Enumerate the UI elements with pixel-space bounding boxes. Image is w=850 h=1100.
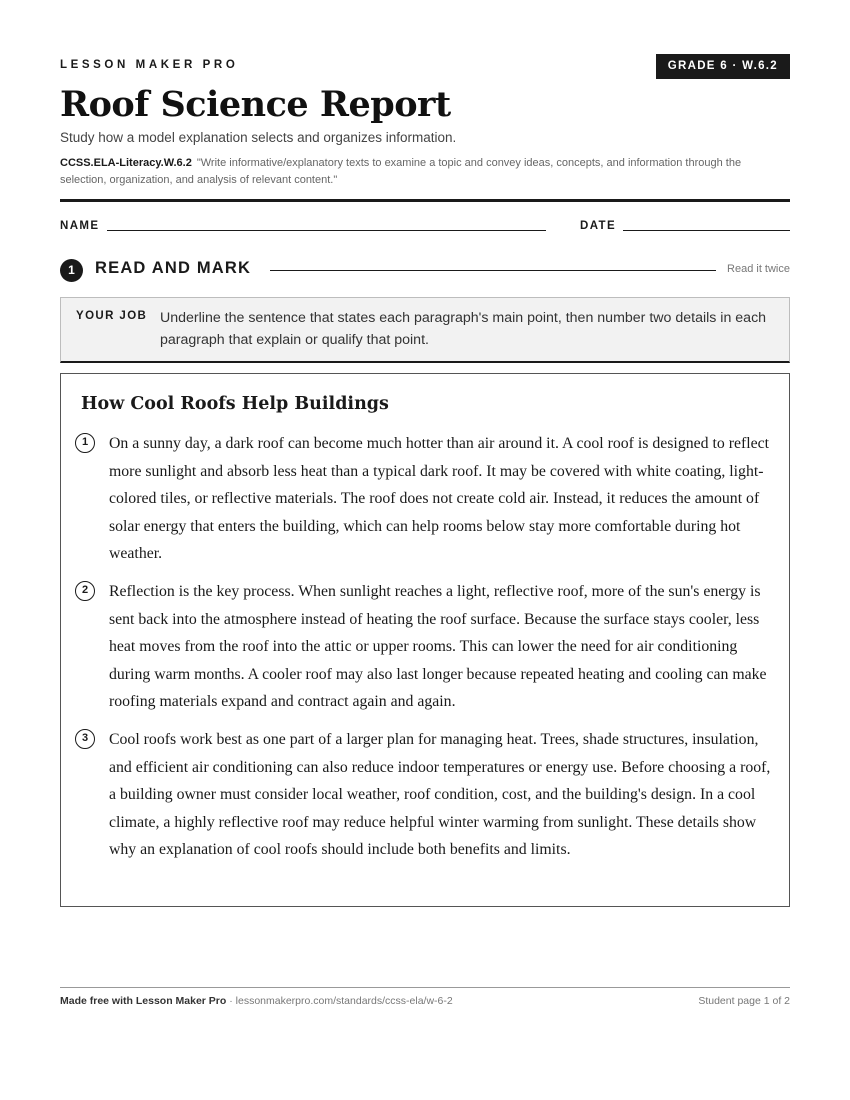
- section-note: Read it twice: [727, 263, 790, 275]
- footer-url[interactable]: · lessonmakerpro.com/standards/ccss-ela/w-6-2: [226, 995, 453, 1007]
- paragraph-number-badge: 2: [75, 581, 95, 601]
- passage-title: How Cool Roofs Help Buildings: [81, 394, 389, 414]
- paragraph-text: Reflection is the key process. When sunlight reaches a light, reflective roof, more of the sun's energy is sent back into the atmosphere instead of heating the roof surface. Because the surface stays cooler, less heat moves from the roof into the attic or upper rooms. This can lower the need for air conditioning during warm months. A cooler roof may also last longer because repeated heating and cooling can make roofing materials expand and contract again and again.: [109, 583, 767, 711]
- paragraph-text: On a sunny day, a dark roof can become much hotter than air around it. A cool roof is designed to reflect more sunlight and absorb less heat than a typical dark roof. It may be covered with white coating, light-colored tiles, or reflective materials. The roof does not create cold air. Instead, it reduces the amount of solar energy that enters the building, which can help rooms below stay more comfortable during hot weather.: [109, 435, 770, 563]
- footer-divider: [60, 987, 790, 988]
- paragraph-number-badge: 3: [75, 729, 95, 749]
- section-number-badge: 1: [60, 259, 83, 282]
- name-label: NAME: [60, 220, 100, 232]
- section-divider: [270, 270, 716, 271]
- standard-code: CCSS.ELA-Literacy.W.6.2: [60, 157, 192, 169]
- standard-description: [60, 155, 790, 189]
- section-title: READ AND MARK: [95, 259, 252, 277]
- page-title: Roof Science Report: [60, 84, 451, 125]
- footer-credit: [60, 995, 453, 1007]
- brand-name: LESSON MAKER PRO: [60, 59, 239, 71]
- date-field[interactable]: [623, 230, 790, 231]
- reading-passage: [60, 373, 790, 907]
- standard-text: "Write informative/explanatory texts to examine a topic and convey ideas, concepts, and information through the selection, organization, and analysis of relevant content.": [60, 157, 742, 186]
- instructions-label: YOUR JOB: [76, 310, 148, 322]
- header-divider: [60, 199, 790, 202]
- name-field[interactable]: [107, 230, 546, 231]
- date-label: DATE: [580, 220, 617, 232]
- footer-made-with: Made free with Lesson Maker Pro: [60, 995, 227, 1007]
- page-subtitle: Study how a model explanation selects and organizes information.: [60, 130, 457, 145]
- instructions-box: [60, 297, 790, 363]
- footer-page-number: Student page 1 of 2: [698, 995, 790, 1007]
- paragraph-text: Cool roofs work best as one part of a larger plan for managing heat. Trees, shade structures, insulation, and efficient air conditioning can also reduce indoor temperatures or energy use. Before choosing a roof, a building owner must consider local weather, roof condition, cost, and the building's design. In a cool climate, a highly reflective roof may reduce helpful winter warming from sunlight. These details show why an explanation of cool roofs should include both benefits and limits.: [109, 731, 771, 859]
- grade-badge: GRADE 6 · W.6.2: [656, 54, 790, 79]
- paragraph-number-badge: 1: [75, 433, 95, 453]
- instructions-text: Underline the sentence that states each paragraph's main point, then number two details in each paragraph that explain or qualify that point.: [160, 310, 767, 348]
